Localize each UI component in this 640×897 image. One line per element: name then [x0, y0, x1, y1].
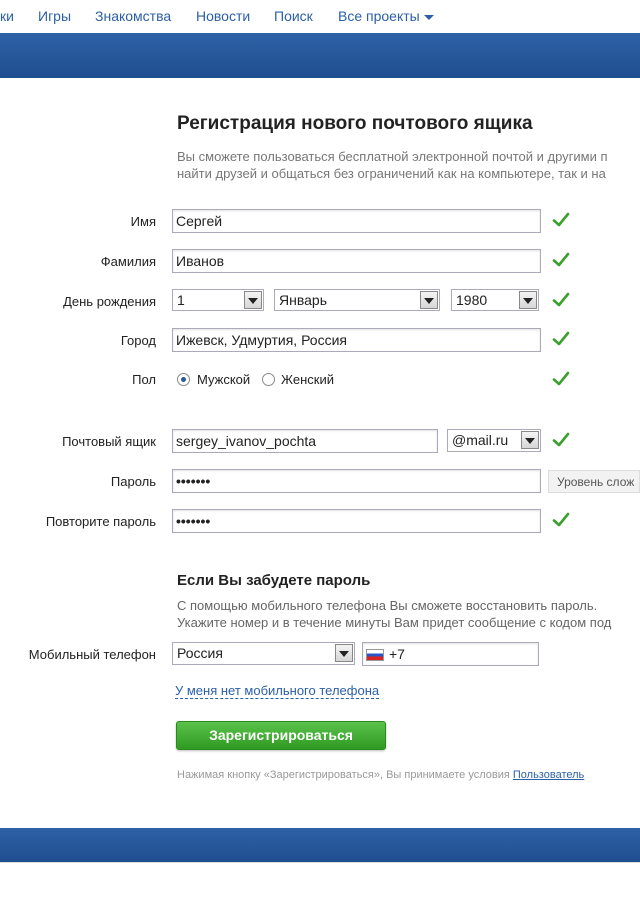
register-button[interactable]: Зарегистрироваться [176, 721, 386, 750]
surname-label: Фамилия [100, 254, 156, 269]
gender-label: Пол [132, 372, 156, 387]
gender-male-label[interactable]: Мужской [197, 372, 251, 387]
mailbox-label: Почтовый ящик [62, 434, 156, 449]
check-icon [552, 211, 570, 229]
birth-year-value: 1980 [456, 292, 488, 308]
check-icon [552, 511, 570, 529]
mailbox-input[interactable]: sergey_ivanov_pochta [172, 429, 438, 453]
birth-day-value: 1 [177, 292, 185, 308]
surname-input[interactable]: Иванов [172, 249, 541, 273]
nav-link-all-projects[interactable] [338, 8, 434, 24]
check-icon [552, 330, 570, 348]
phone-label: Мобильный телефон [28, 647, 156, 662]
terms-link[interactable]: Пользователь [512, 769, 585, 781]
recovery-title: Если Вы забудете пароль [177, 572, 371, 589]
nav-link-news[interactable]: Новости [196, 8, 251, 24]
check-icon [552, 251, 570, 269]
description-line-2: найти друзей и общаться без ограничений как на компьютере, так и на [177, 166, 606, 181]
recovery-description [177, 597, 611, 631]
footer-band [0, 828, 640, 862]
check-icon [552, 370, 570, 388]
chevron-down-icon [424, 15, 434, 20]
gender-female-radio[interactable] [262, 373, 275, 386]
password-label: Пароль [110, 474, 156, 489]
name-label: Имя [130, 214, 156, 229]
city-input[interactable]: Ижевск, Удмуртия, Россия [172, 328, 541, 352]
nav-all-projects-label: Все проекты [338, 8, 420, 24]
chevron-down-icon[interactable] [335, 644, 353, 662]
repeat-password-label: Повторите пароль [45, 514, 156, 529]
terms-prefix: Нажимая кнопку «Зарегистрироваться», Вы принимаете условия [177, 769, 513, 781]
check-icon [552, 431, 570, 449]
birth-month-select[interactable] [274, 289, 440, 311]
domain-value: @mail.ru [452, 432, 509, 448]
chevron-down-icon[interactable] [521, 431, 539, 449]
chevron-down-icon[interactable] [420, 291, 438, 309]
country-select[interactable] [172, 642, 355, 665]
nav-link-dating[interactable]: Знакомства [95, 8, 172, 24]
name-input[interactable]: Сергей [172, 209, 541, 233]
birth-day-select[interactable] [172, 289, 264, 311]
page-title: Регистрация нового почтового ящика [177, 113, 533, 134]
domain-select[interactable] [447, 429, 541, 452]
top-nav [0, 0, 640, 33]
country-value: Россия [177, 645, 223, 661]
description-line-1: Вы сможете пользоваться бесплатной электронной почтой и другими п [177, 149, 608, 164]
birthday-label: День рождения [63, 294, 156, 309]
gender-female-label[interactable]: Женский [281, 372, 334, 387]
page-description [177, 148, 608, 182]
phone-input[interactable]: +7 [362, 642, 539, 666]
city-label: Город [120, 333, 156, 348]
russia-flag-icon [366, 649, 384, 661]
gender-male-radio[interactable] [177, 373, 190, 386]
footer-area [0, 862, 640, 897]
terms-text [177, 769, 584, 781]
nav-link-search[interactable]: Поиск [274, 8, 313, 24]
header-band [0, 33, 640, 78]
recovery-description-line-1: С помощью мобильного телефона Вы сможете восстановить пароль. [177, 598, 598, 613]
nav-link-games[interactable]: Игры [38, 8, 72, 24]
birth-year-select[interactable] [451, 289, 539, 311]
birth-month-value: Январь [279, 292, 327, 308]
password-input[interactable]: ••••••• [172, 469, 541, 493]
chevron-down-icon[interactable] [519, 291, 537, 309]
nav-link-partial[interactable]: ки [0, 8, 14, 24]
chevron-down-icon[interactable] [244, 291, 262, 309]
recovery-description-line-2: Укажите номер и в течение минуты Вам придет сообщение с кодом под [177, 615, 612, 630]
repeat-password-input[interactable]: ••••••• [172, 509, 541, 533]
no-phone-link[interactable]: У меня нет мобильного телефона [175, 683, 380, 698]
password-strength-tooltip: Уровень слож [548, 470, 640, 493]
check-icon [552, 291, 570, 309]
